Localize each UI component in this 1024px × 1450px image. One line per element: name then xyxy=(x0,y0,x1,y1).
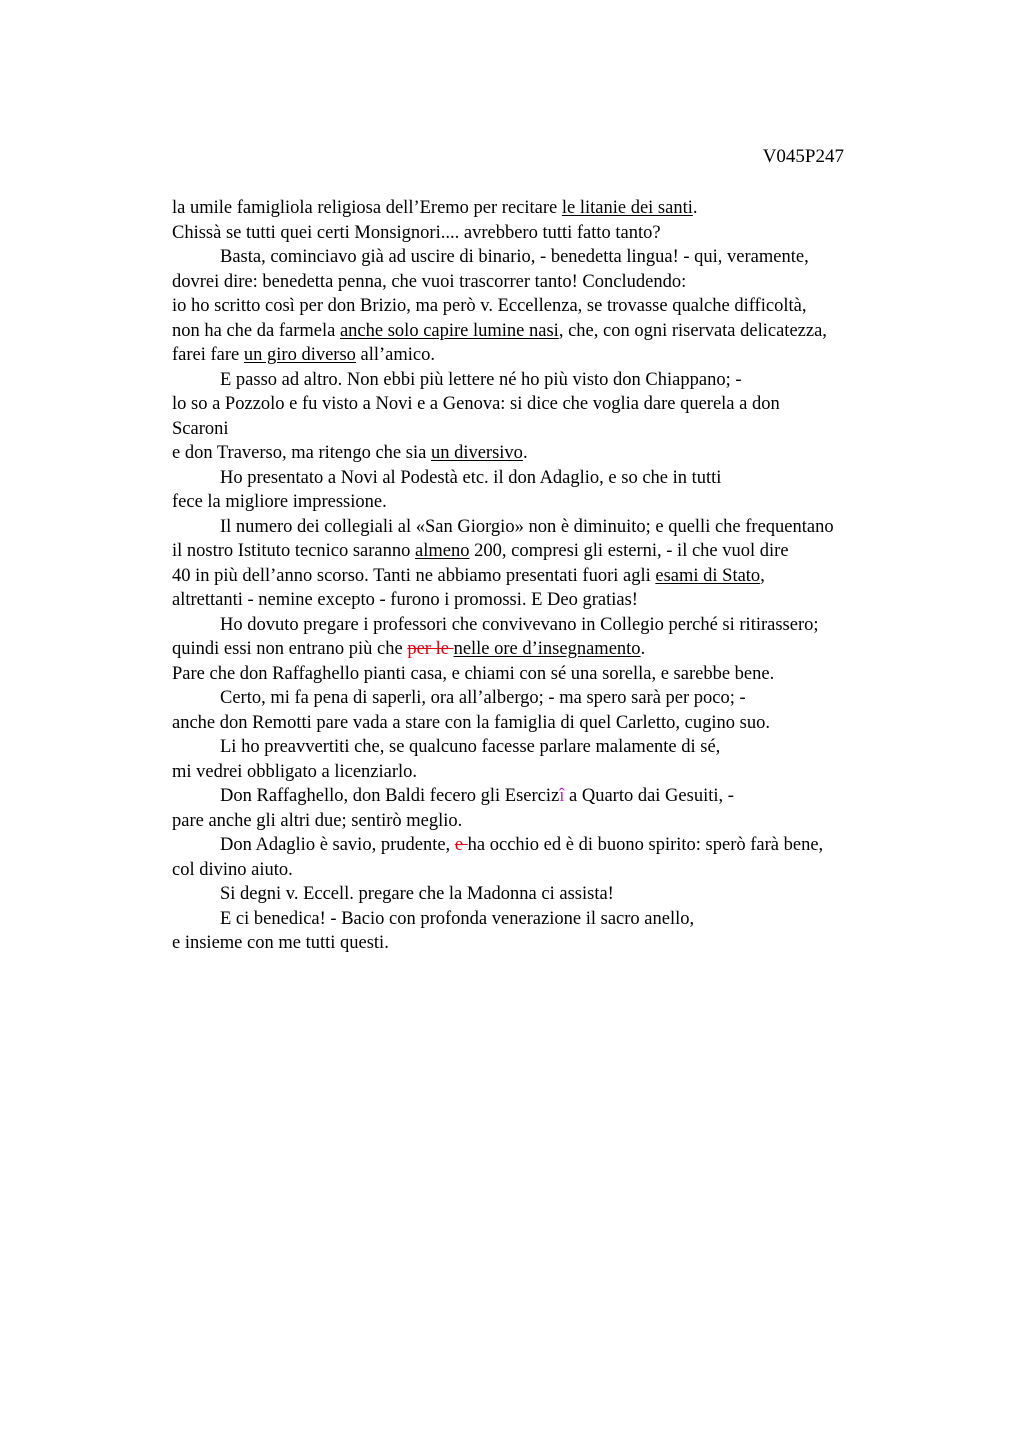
text-span: farei fare xyxy=(172,345,244,365)
text-line xyxy=(172,784,912,809)
text-span: 200, compresi gli esterni, - il che vuol dire xyxy=(469,541,789,561)
underlined-text: nelle ore d’insegnamento xyxy=(453,639,641,659)
text-line: Pare che don Raffaghello pianti casa, e chiami con sé una sorella, e sarebbe bene. xyxy=(172,663,775,684)
underlined-text: le litanie dei santi xyxy=(561,198,693,218)
text-line xyxy=(172,833,912,858)
text-line: Il numero dei collegiali al «San Giorgio» non è diminuito; e quelli che frequentano xyxy=(220,516,834,537)
text-line: e insieme con me tutti questi. xyxy=(172,933,389,953)
text-line xyxy=(172,637,912,662)
text-line xyxy=(172,539,912,564)
text-line: Si degni v. Eccell. pregare che la Madonna ci assista! xyxy=(220,884,614,904)
letter-body xyxy=(172,196,912,956)
text-span: all’amico. xyxy=(355,345,436,365)
text-line xyxy=(172,319,912,344)
text-span: il nostro Istituto tecnico saranno xyxy=(172,541,416,561)
marked-character: î xyxy=(559,786,565,806)
text-line: Basta, cominciavo già ad uscire di binario, - benedetta lingua! - qui, veramente, xyxy=(220,247,809,267)
text-line: io ho scritto così per don Brizio, ma però v. Eccellenza, se trovasse qualche difficoltà, xyxy=(172,296,807,316)
text-line: E ci benedica! - Bacio con profonda venerazione il sacro anello, xyxy=(220,908,695,929)
text-span: , xyxy=(760,565,765,586)
text-line: Certo, mi fa pena di saperli, ora all’albergo; - ma spero sarà per poco; - xyxy=(220,688,746,708)
text-span: la umile famigliola religiosa dell’Eremo per recitare xyxy=(172,198,562,218)
text-line: altrettanti - nemine excepto - furono i promossi. E Deo gratias! xyxy=(172,590,638,610)
text-line xyxy=(172,564,912,589)
text-line: pare anche gli altri due; sentirò meglio. xyxy=(172,810,463,831)
deleted-text: per le xyxy=(407,639,454,659)
text-line xyxy=(172,196,912,221)
text-span: e don Traverso, ma ritengo che sia xyxy=(172,443,431,463)
text-line: Ho dovuto pregare i professori che convivevano in Collegio perché si ritirassero; xyxy=(220,614,819,635)
text-line: Ho presentato a Novi al Podestà etc. il don Adaglio, e so che in tutti xyxy=(220,467,722,488)
underlined-text: un giro diverso xyxy=(243,345,356,365)
text-span: . xyxy=(640,639,646,659)
text-line xyxy=(172,441,912,466)
text-line: fece la migliore impressione. xyxy=(172,492,387,512)
text-span: . xyxy=(692,198,698,218)
text-line: Chissà se tutti quei certi Monsignori.... avrebbero tutti fatto tanto? xyxy=(172,222,661,243)
underlined-text: almeno xyxy=(415,541,470,561)
text-line xyxy=(172,343,912,368)
text-span: 40 in più dell’anno scorso. Tanti ne abbiamo presentati fuori agli xyxy=(172,565,656,586)
text-line: anche don Remotti pare vada a stare con la famiglia di quel Carletto, cugino suo. xyxy=(172,712,770,733)
page-reference: V045P247 xyxy=(762,146,844,167)
text-line: dovrei dire: benedetta penna, che vuoi trascorrer tanto! Concludendo: xyxy=(172,271,687,292)
text-line: mi vedrei obbligato a licenziarlo. xyxy=(172,761,418,782)
text-line: Scaroni xyxy=(172,418,229,439)
text-line: lo so a Pozzolo e fu visto a Novi e a Genova: si dice che voglia dare querela a don xyxy=(172,394,780,414)
text-line: col divino aiuto. xyxy=(172,859,293,880)
text-span: non ha che da farmela xyxy=(172,320,340,341)
text-span: . xyxy=(522,443,528,463)
underlined-text: anche solo capire lumine nasi xyxy=(339,320,559,341)
text-span: Don Adaglio è savio, prudente, xyxy=(220,835,455,855)
text-span: quindi essi non entrano più che xyxy=(172,639,408,659)
text-span: a Quarto dai Gesuiti, - xyxy=(564,786,734,806)
underlined-text: esami di Stato xyxy=(655,565,761,586)
underlined-text: un diversivo xyxy=(430,443,523,463)
text-span: ha occhio ed è di buono spirito: sperò farà bene, xyxy=(467,835,824,855)
text-line: Li ho preavvertiti che, se qualcuno facesse parlare malamente di sé, xyxy=(220,737,721,757)
text-span: , che, con ogni riservata delicatezza, xyxy=(558,320,827,341)
text-span: Don Raffaghello, don Baldi fecero gli Eserciz xyxy=(220,786,560,806)
text-line: E passo ad altro. Non ebbi più lettere né ho più visto don Chiappano; - xyxy=(220,369,742,390)
deleted-text: e xyxy=(454,835,468,855)
